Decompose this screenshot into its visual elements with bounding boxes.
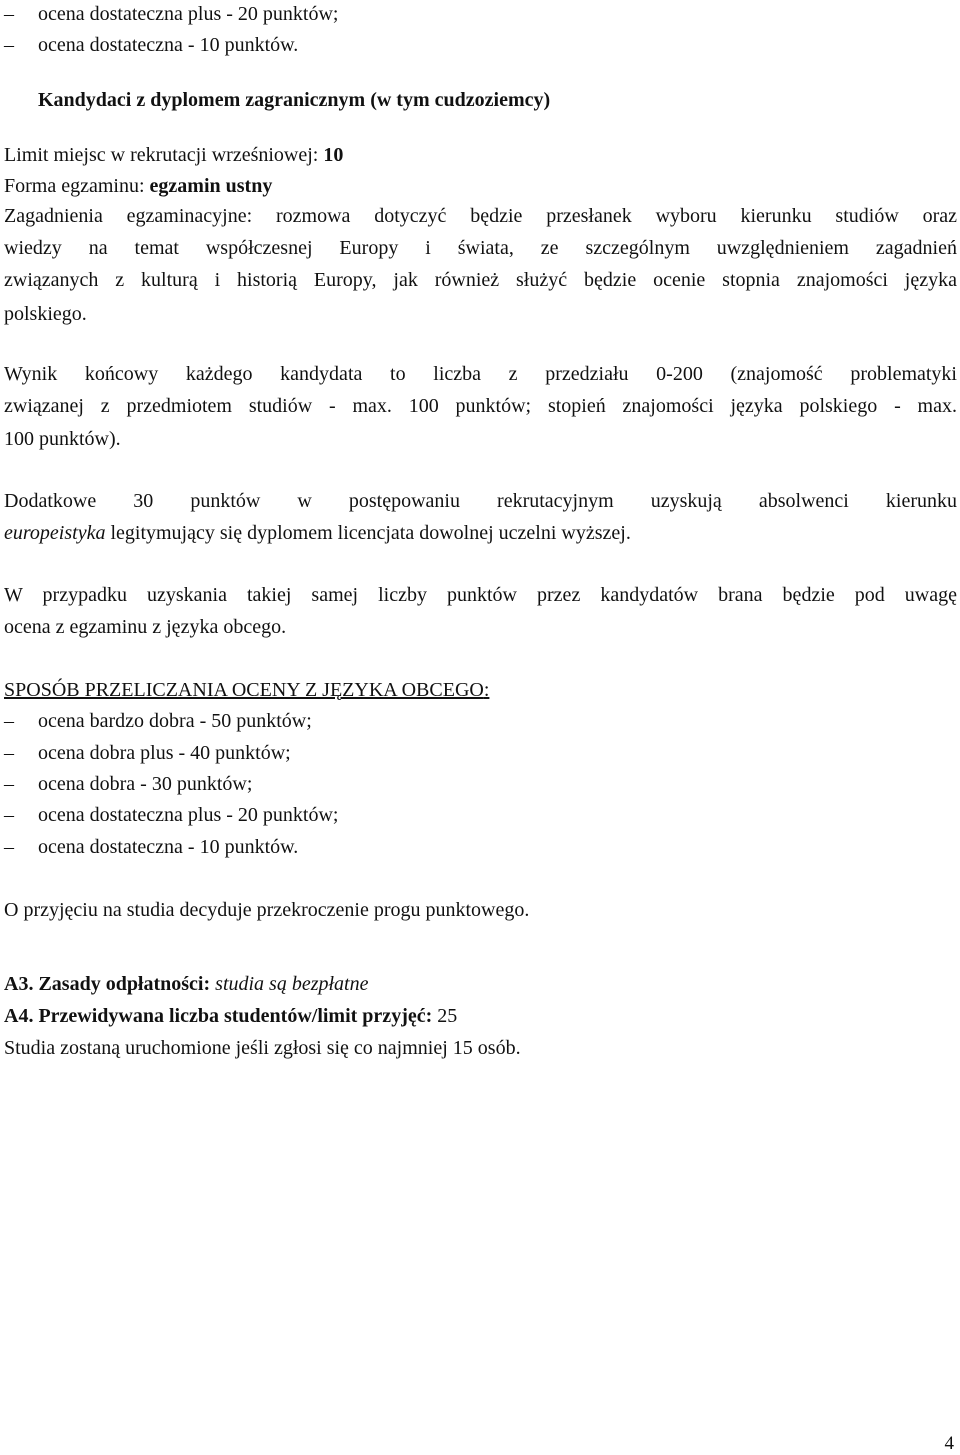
a4-line: A4. Przewidywana liczba studentów/limit przyjęć: 25 — [4, 1005, 458, 1027]
result-line: związanej z przedmiotem studiów - max. 100 punktów; stopień znajomości języka polskiego - max. — [4, 395, 957, 417]
tie-line: W przypadku uzyskania takiej samej liczby punktów przez kandydatów brana będzie pod uwagę — [4, 584, 957, 606]
dash-bullet: – — [4, 3, 14, 25]
dash-bullet: – — [4, 742, 14, 764]
result-line: Wynik końcowy każdego kandydata to liczba z przedziału 0-200 (znajomość problematyki — [4, 363, 957, 385]
launch-line: Studia zostaną uruchomione jeśli zgłosi się co najmniej 15 osób. — [4, 1037, 521, 1059]
dash-bullet: – — [4, 710, 14, 732]
dash-bullet: – — [4, 773, 14, 795]
list-item: – ocena dobra - 30 punktów; — [4, 773, 253, 795]
page-number: 4 — [944, 1433, 954, 1454]
dash-bullet: – — [4, 34, 14, 56]
bonus-line-last: europeistyka legitymujący się dyplomem licencjata dowolnej uczelni wyższej. — [4, 522, 631, 544]
section-heading-language: SPOSÓB PRZELICZANIA OCENY Z JĘZYKA OBCEGO: — [4, 679, 490, 701]
list-item: – ocena dostateczna - 10 punktów. — [4, 836, 299, 858]
topics-line: Zagadnienia egzaminacyjne: rozmowa dotyczyć będzie przesłanek wyboru kierunku studiów oraz — [4, 205, 957, 227]
topics-line: wiedzy na temat współczesnej Europy i świata, ze szczególnym uwzględnieniem zagadnień — [4, 237, 957, 259]
dash-bullet: – — [4, 804, 14, 826]
limit-line: Limit miejsc w rekrutacji wrześniowej: 10 — [4, 144, 344, 166]
tie-line-last: ocena z egzaminu z języka obcego. — [4, 616, 287, 638]
list-item: – ocena dostateczna plus - 20 punktów; — [4, 804, 339, 826]
dash-bullet: – — [4, 836, 14, 858]
bonus-line: Dodatkowe 30 punktów w postępowaniu rekrutacyjnym uzyskują absolwenci kierunku — [4, 490, 957, 512]
a3-line: A3. Zasady odpłatności: studia są bezpłatne — [4, 973, 369, 995]
list-item: – ocena bardzo dobra - 50 punktów; — [4, 710, 312, 732]
topics-line-last: polskiego. — [4, 303, 87, 325]
list-item: – ocena dostateczna - 10 punktów. — [4, 34, 299, 56]
result-line-last: 100 punktów). — [4, 428, 121, 450]
section-heading-foreign: Kandydaci z dyplomem zagranicznym (w tym cudzoziemcy) — [38, 89, 551, 111]
list-item: – ocena dostateczna plus - 20 punktów; — [4, 3, 339, 25]
list-item: – ocena dobra plus - 40 punktów; — [4, 742, 291, 764]
exam-form-line: Forma egzaminu: egzamin ustny — [4, 175, 273, 197]
topics-line: związanych z kulturą i historią Europy, jak również służyć będzie ocenie stopnia znajomości języka — [4, 269, 957, 291]
threshold-line: O przyjęciu na studia decyduje przekroczenie progu punktowego. — [4, 899, 530, 921]
